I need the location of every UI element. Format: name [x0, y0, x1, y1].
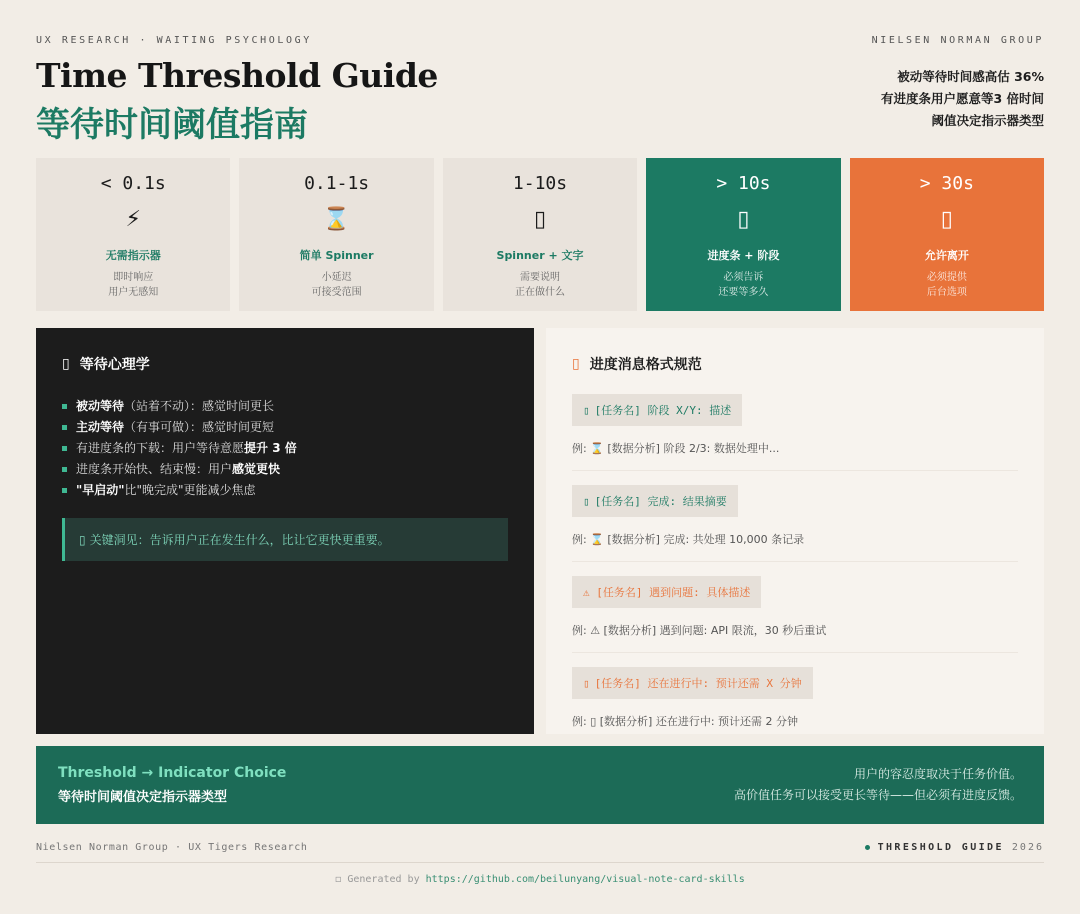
- format-tag: ▯ [任务名] 阶段 X/Y: 描述: [572, 394, 742, 426]
- threshold-card-very-long: [850, 158, 1044, 311]
- psychology-header: [62, 354, 508, 374]
- spec-header: [572, 354, 1018, 374]
- list-item: 有进度条的下载：用户等待意愿提升 3 倍: [62, 438, 508, 459]
- list-item: 主动等待（有事可做）：感觉时间更短: [62, 417, 508, 438]
- threshold-desc: 必须告诉 还要等多久: [718, 272, 769, 298]
- format-item-ongoing: [572, 667, 1018, 743]
- summary-banner: [36, 746, 1044, 824]
- box-icon: ▯: [583, 676, 590, 690]
- threshold-card-short: [239, 158, 433, 311]
- top-bar: [36, 33, 1044, 47]
- format-tag: ▯ [任务名] 还在进行中: 预计还需 X 分钟: [572, 667, 813, 699]
- threshold-time: 1-10s: [512, 173, 568, 194]
- threshold-time: > 30s: [919, 173, 974, 194]
- threshold-name: 允许离开: [924, 249, 969, 262]
- box-icon: ▯: [583, 494, 590, 508]
- format-list: [572, 394, 1018, 743]
- format-item-complete: [572, 485, 1018, 562]
- lightbulb-icon: ▯: [79, 532, 86, 547]
- insight-text: 关键洞见：告诉用户正在发生什么，比让它更快更重要。: [89, 533, 390, 547]
- threshold-card-instant: [36, 158, 230, 311]
- page-title-en: Time Threshold Guide: [36, 56, 438, 95]
- github-link[interactable]: https://github.com/beilunyang/visual-note-card-skills: [425, 874, 745, 885]
- threshold-desc: 即时响应 用户无感知: [108, 272, 159, 298]
- lightning-icon: ⚡: [125, 207, 141, 232]
- stat-2: 有进度条用户愿意等3 倍时间: [880, 91, 1044, 106]
- list-item: "早启动"比"晚完成"更能减少焦虑: [62, 480, 508, 501]
- format-item-problem: [572, 576, 1018, 653]
- stat-3: 阈值决定指示器类型: [931, 113, 1044, 128]
- stats-summary: [881, 66, 1044, 132]
- format-tag: ▯ [任务名] 完成: 结果摘要: [572, 485, 738, 517]
- format-item-stage: [572, 394, 1018, 471]
- banner-title-en: Threshold → Indicator Choice: [58, 765, 287, 781]
- psychology-title: 等待心理学: [79, 357, 150, 373]
- threshold-name: 简单 Spinner: [299, 249, 374, 262]
- format-spec-panel: [546, 328, 1044, 734]
- progress-bar-icon: ▯: [737, 207, 750, 232]
- threshold-desc: 必须提供 后台选项: [926, 272, 967, 298]
- threshold-card-long: [646, 158, 840, 311]
- banner-title-cn: 等待时间阈值决定指示器类型: [58, 790, 228, 805]
- spinner-text-icon: ▯: [533, 207, 547, 232]
- brain-icon: ▯: [62, 356, 70, 372]
- threshold-time: > 10s: [716, 173, 771, 194]
- list-item: 被动等待（站着不动）：感觉时间更长: [62, 396, 508, 417]
- psychology-list: [62, 396, 508, 501]
- divider: [36, 862, 1044, 863]
- threshold-name: 无需指示器: [105, 249, 161, 262]
- org-name: NIELSEN NORMAN GROUP: [871, 34, 1044, 46]
- github-icon: ◻: [335, 874, 342, 885]
- threshold-time: < 0.1s: [100, 173, 166, 194]
- threshold-desc: 需要说明 正在做什么: [515, 272, 566, 298]
- spec-title: 进度消息格式规范: [589, 357, 702, 373]
- footer: [36, 840, 1044, 854]
- threshold-card-medium: [443, 158, 637, 311]
- banner-right: 用户的容忍度取决于任务价值。 高价值任务可以接受更长等待——但必须有进度反馈。: [733, 767, 1022, 802]
- stat-1: 被动等待时间感高估 36%: [897, 69, 1044, 84]
- background-icon: ▯: [940, 207, 953, 232]
- threshold-cards: [36, 158, 1044, 311]
- threshold-time: 0.1-1s: [304, 173, 370, 194]
- box-icon: ▯: [583, 403, 590, 417]
- threshold-desc: 小延迟 可接受范围: [311, 272, 362, 298]
- kicker: UX RESEARCH · WAITING PSYCHOLOGY: [36, 34, 312, 46]
- psychology-panel: [36, 328, 534, 734]
- generated-by: ◻ Generated by https://github.com/beilunyang/visual-note-card-skills: [335, 874, 745, 885]
- format-example: 例: ▯ [数据分析] 还在进行中: 预计还需 2 分钟: [572, 715, 799, 728]
- format-example: 例: ⌛ [数据分析] 完成: 共处理 10,000 条记录: [572, 533, 805, 546]
- list-item: 进度条开始快、结束慢：用户感觉更快: [62, 459, 508, 480]
- banner-left: [58, 765, 286, 805]
- footer-brand: THRESHOLD GUIDE 2026: [865, 842, 1044, 853]
- hourglass-icon: ⌛: [322, 207, 351, 232]
- format-example: 例: ⚠ [数据分析] 遇到问题: API 限流，30 秒后重试: [572, 624, 827, 637]
- format-example: 例: ⌛ [数据分析] 阶段 2/3: 数据处理中...: [572, 442, 780, 455]
- page-title-cn: 等待时间阈值指南: [36, 105, 308, 145]
- pin-icon: ▯: [572, 356, 580, 372]
- threshold-name: Spinner + 文字: [496, 249, 584, 262]
- footer-credits: Nielsen Norman Group · UX Tigers Research: [36, 841, 308, 853]
- dot-icon: [865, 845, 870, 850]
- threshold-name: 进度条 + 阶段: [707, 249, 780, 262]
- format-tag: ⚠ [任务名] 遇到问题: 具体描述: [572, 576, 761, 608]
- key-insight: [62, 518, 508, 561]
